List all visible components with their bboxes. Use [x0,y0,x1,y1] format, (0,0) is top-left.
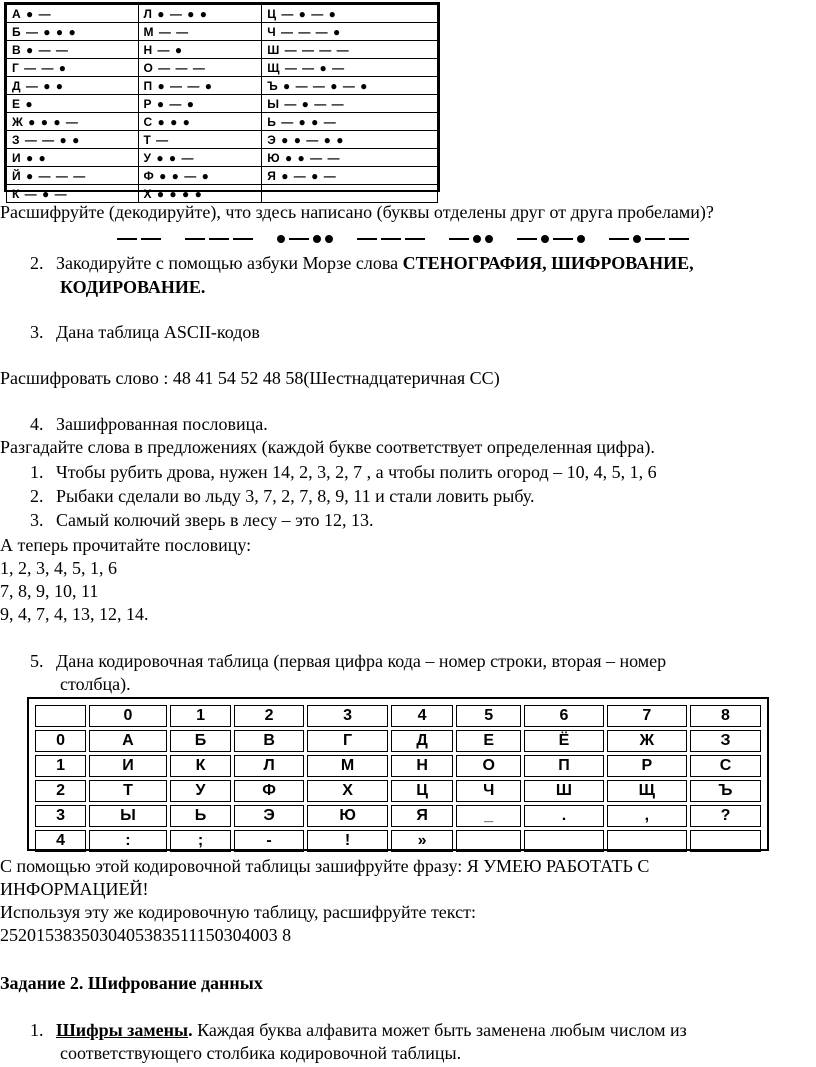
coding-cell: ; [170,830,231,852]
coding-row [35,730,761,752]
coding-cell: Н [391,755,453,777]
encode-task-cont: ИНФОРМАЦИЕЙ! [0,879,149,899]
coding-cell: Л [234,755,304,777]
riddle-item [30,510,374,531]
coding-cell: Ь [170,805,231,827]
coding-row [35,805,761,827]
coding-cell: 6 [524,705,603,727]
morse-row [7,77,438,95]
morse-dot [277,235,285,243]
decode-code: 2520153835030405383511150304003 8 [0,925,292,945]
coding-cell: С [690,755,761,777]
morse-cell: Р ● — ● [138,95,262,113]
proverb-intro: А теперь прочитайте пословицу: [0,535,252,555]
coding-cell: Щ [607,780,687,802]
coding-cell: Е [456,730,521,752]
item-number: 3. [30,322,44,342]
item-text: Дана таблица ASCII-кодов [56,322,260,342]
coding-cell [456,830,521,852]
term-dot: . [188,1020,193,1040]
item-number: 1. [30,1020,44,1040]
item-number: 4. [30,414,44,434]
coding-cell: ? [690,805,761,827]
morse-row [7,41,438,59]
coding-cell: Ж [607,730,687,752]
morse-cell: Ч — — — ● [262,23,438,41]
coding-cell: 0 [89,705,167,727]
item-text: Зашифрованная пословица. [56,414,268,434]
encode-task: С помощью этой кодировочной таблицы зашифруйте фразу: Я УМЕЮ РАБОТАТЬ С [0,856,650,876]
morse-dot [541,235,549,243]
morse-cell: Щ — — ● — [262,59,438,77]
morse-cell: Ш — — — — [262,41,438,59]
coding-row [35,705,761,727]
riddle-intro: Разгадайте слова в предложениях (каждой букве соответствует определенная цифра). [0,437,655,457]
morse-dot [577,235,585,243]
coding-cell: Ш [524,780,603,802]
coding-cell: 1 [35,755,86,777]
coding-cell: А [89,730,167,752]
item-text: Каждая буква алфавита может быть заменена любым числом из [192,1020,687,1040]
item-text-cont: столбца). [60,674,131,694]
coding-cell: Д [391,730,453,752]
item-text: Закодируйте с помощью азбуки Морзе слова [56,253,403,273]
coding-cell: Б [170,730,231,752]
morse-cell: М — — [138,23,262,41]
coding-cell: 8 [690,705,761,727]
coding-table-body [35,705,761,852]
morse-row [7,131,438,149]
morse-dot [633,235,641,243]
morse-row [7,113,438,131]
coding-cell: - [234,830,304,852]
morse-cell [262,185,438,203]
morse-cell: Ц — ● — ● [262,5,438,23]
coding-cell [607,830,687,852]
item-text: Дана кодировочная таблица (первая цифра кода – номер строки, вторая – номер [56,651,667,671]
riddle-item [30,486,535,507]
morse-cell: Г — — ● [7,59,139,77]
item-bold-words: СТЕНОГРАФИЯ, ШИФРОВАНИЕ, [402,253,694,273]
morse-cell: Ъ ● — — ● — ● [262,77,438,95]
morse-word [517,235,585,243]
list-item [30,651,666,672]
morse-cell: Э ● ● — ● ● [262,131,438,149]
morse-cell: С ● ● ● [138,113,262,131]
morse-dot [313,235,321,243]
coding-cell [35,705,86,727]
item-text: Рыбаки сделали во льду 3, 7, 2, 7, 8, 9, 11 и стали ловить рыбу. [56,486,535,506]
coding-cell: Г [307,730,388,752]
list-item [30,414,268,435]
morse-cell: Ж ● ● ● — [7,113,139,131]
coding-cell: К [170,755,231,777]
morse-cell: Ю ● ● — — [262,149,438,167]
coding-cell: З [690,730,761,752]
coding-cell: 2 [234,705,304,727]
morse-row [7,95,438,113]
item-number: 2. [30,486,44,506]
coding-cell: Ф [234,780,304,802]
coding-cell: Ю [307,805,388,827]
morse-cell: Д — ● ● [7,77,139,95]
morse-row [7,185,438,203]
morse-row [7,23,438,41]
morse-cell: Ы — ● — — [262,95,438,113]
coding-cell: Ц [391,780,453,802]
task1-question: Расшифруйте (декодируйте), что здесь написано (буквы отделены друг от друга пробелами)? [0,202,714,222]
proverb-line: 7, 8, 9, 10, 11 [0,581,99,601]
coding-cell: Э [234,805,304,827]
morse-cell: Ф ● ● — ● [138,167,262,185]
morse-row [7,5,438,23]
morse-cell: Л ● — ● ● [138,5,262,23]
morse-table-body [7,5,438,203]
morse-word [277,235,333,243]
morse-word [609,235,689,243]
coding-cell: . [524,805,603,827]
morse-row [7,167,438,185]
morse-cell: Й ● — — — [7,167,139,185]
coding-cell: 1 [170,705,231,727]
morse-row [7,59,438,77]
item-number: 5. [30,651,44,671]
morse-cell: Х ● ● ● ● [138,185,262,203]
morse-cell: О — — — [138,59,262,77]
list-item [30,322,260,343]
morse-cell: К — ● — [7,185,139,203]
morse-cell: Я ● — ● — [262,167,438,185]
coding-cell: Ч [456,780,521,802]
item-text: Самый колючий зверь в лесу – это 12, 13. [56,510,374,530]
coding-cell: 4 [391,705,453,727]
morse-cell: П ● — — ● [138,77,262,95]
decode-task: Используя эту же кодировочную таблицу, расшифруйте текст: [0,902,476,922]
coding-table [27,697,769,851]
item-text-cont: соответствующего столбика кодировочной таблицы. [60,1043,462,1063]
item-bold-words-cont: КОДИРОВАНИЕ. [60,277,206,297]
coding-cell: Т [89,780,167,802]
coding-cell: У [170,780,231,802]
morse-cell: Б — ● ● ● [7,23,139,41]
coding-cell: О [456,755,521,777]
morse-cell: Е ● [7,95,139,113]
coding-row [35,830,761,852]
coding-cell: , [607,805,687,827]
coding-cell [524,830,603,852]
coding-cell: В [234,730,304,752]
morse-message-symbols [117,227,717,249]
list-item [30,253,694,274]
coding-cell: ! [307,830,388,852]
morse-table [4,2,440,201]
item-number: 3. [30,510,44,530]
coding-cell: 3 [307,705,388,727]
coding-cell: _ [456,805,521,827]
coding-cell: Р [607,755,687,777]
item-text: Чтобы рубить дрова, нужен 14, 2, 3, 2, 7 , а чтобы полить огород – 10, 4, 5, 1, 6 [56,462,657,482]
coding-cell [690,830,761,852]
morse-cell: З — — ● ● [7,131,139,149]
morse-word [449,235,493,243]
morse-cell: Ь — ● ● — [262,113,438,131]
morse-cell: Н — ● [138,41,262,59]
morse-dot [473,235,481,243]
proverb-line: 1, 2, 3, 4, 5, 1, 6 [0,558,117,578]
coding-cell: 5 [456,705,521,727]
morse-cell: И ● ● [7,149,139,167]
morse-cell: А ● — [7,5,139,23]
list-item [30,1020,687,1041]
morse-cell: Т — [138,131,262,149]
riddle-item [30,462,657,483]
coding-cell: 0 [35,730,86,752]
morse-dot [485,235,493,243]
coding-cell: И [89,755,167,777]
coding-cell: М [307,755,388,777]
coding-cell: 3 [35,805,86,827]
coding-cell: Я [391,805,453,827]
coding-cell: 4 [35,830,86,852]
coding-cell: Ъ [690,780,761,802]
item-number: 1. [30,462,44,482]
morse-cell: У ● ● — [138,149,262,167]
item-number: 2. [30,253,44,273]
coding-row [35,780,761,802]
coding-cell: П [524,755,603,777]
coding-cell: 7 [607,705,687,727]
morse-dot [325,235,333,243]
coding-cell: Ё [524,730,603,752]
morse-row [7,149,438,167]
coding-cell: Х [307,780,388,802]
coding-cell: » [391,830,453,852]
coding-cell: 2 [35,780,86,802]
term: Шифры замены [56,1020,189,1040]
coding-row [35,755,761,777]
task2-title: Задание 2. Шифрование данных [0,973,263,993]
morse-cell: В ● — — [7,41,139,59]
ascii-decode-task: Расшифровать слово : 48 41 54 52 48 58(Шестнадцатеричная СС) [0,368,500,388]
morse-message [117,227,717,254]
coding-cell: Ы [89,805,167,827]
coding-cell: : [89,830,167,852]
proverb-line: 9, 4, 7, 4, 13, 12, 14. [0,604,149,624]
